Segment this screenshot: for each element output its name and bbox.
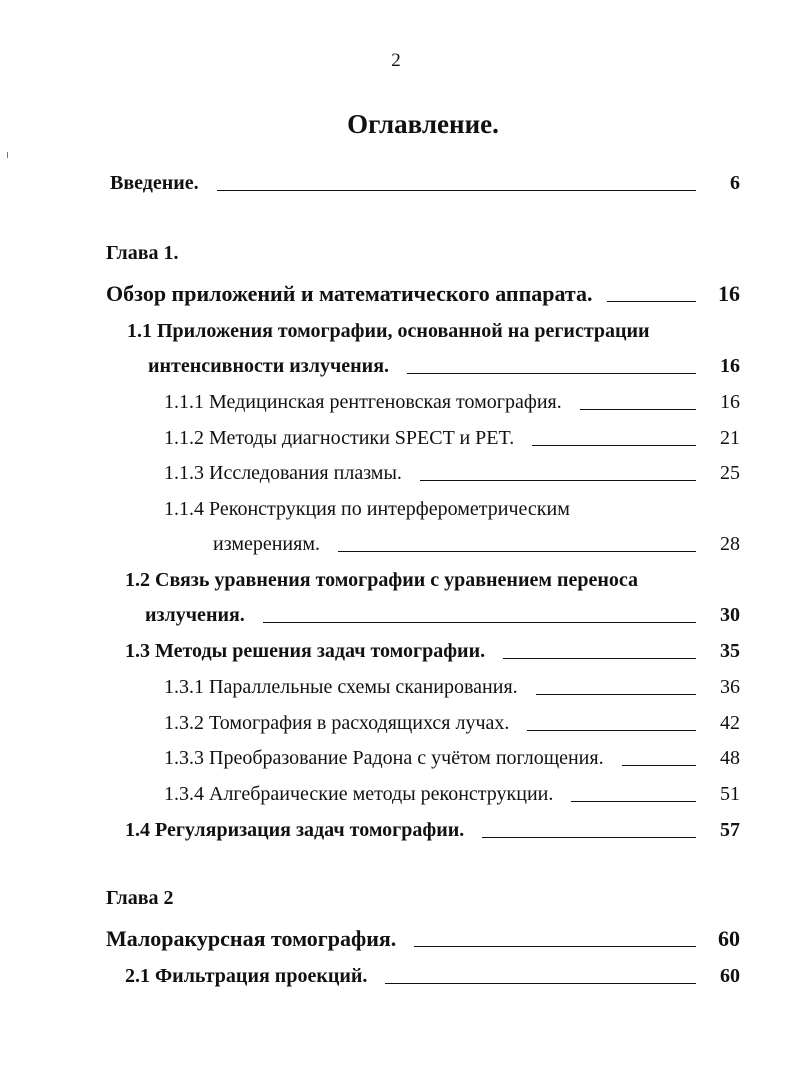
toc-title: Оглавление.	[347, 109, 499, 139]
toc-entry-page: 35	[720, 640, 740, 662]
toc-entry-page: 51	[720, 783, 740, 805]
leader-line	[503, 658, 696, 659]
toc-entry-chapter-2[interactable]	[106, 928, 740, 950]
toc-entry-chapter-1[interactable]	[106, 283, 740, 305]
leader-line	[571, 801, 696, 802]
page-number: 2	[391, 50, 401, 71]
toc-entry-2-1[interactable]	[125, 965, 740, 987]
toc-entry-page: 60	[718, 926, 740, 951]
toc-entry-text: Малоракурсная томография.	[106, 926, 397, 951]
toc-entry-page: 30	[720, 604, 740, 626]
toc-entry-page: 28	[720, 533, 740, 555]
toc-entry-text: измерениям.	[213, 533, 320, 555]
toc-entry-text: 1.1.2 Методы диагностики SPECT и PET.	[164, 427, 515, 449]
toc-entry-page: 25	[720, 462, 740, 484]
toc-entry-1-1-1[interactable]	[164, 391, 740, 413]
toc-entry-text: 2.1 Фильтрация проекций.	[125, 965, 368, 987]
toc-entry-1-3-1[interactable]	[164, 676, 740, 698]
leader-line	[217, 190, 696, 191]
toc-entry-page: 6	[730, 172, 740, 194]
toc-entry-text: 1.1.3 Исследования плазмы.	[164, 462, 402, 484]
toc-entry-1-1-3[interactable]	[164, 462, 740, 484]
toc-entry-1-3[interactable]	[125, 640, 740, 662]
leader-line	[532, 445, 696, 446]
toc-entry-1-1[interactable]: 1.1 Приложения томографии, основанной на регистрации	[127, 320, 650, 342]
toc-entry-page: 16	[720, 355, 740, 377]
toc-entry-text: 1.3.2 Томография в расходящихся лучах.	[164, 712, 510, 734]
toc-entry-page: 21	[720, 427, 740, 449]
toc-entry-page: 36	[720, 676, 740, 698]
toc-entry-text: Введение.	[110, 172, 199, 194]
leader-line	[414, 946, 696, 947]
leader-line	[622, 765, 696, 766]
leader-line	[527, 730, 696, 731]
toc-entry-1-2[interactable]: 1.2 Связь уравнения томографии с уравнением переноса	[125, 569, 639, 591]
toc-entry-1-1-4-cont[interactable]	[213, 533, 740, 555]
toc-entry-1-3-2[interactable]	[164, 712, 740, 734]
leader-line	[385, 983, 696, 984]
toc-entry-1-1-cont[interactable]	[148, 355, 740, 377]
toc-entry-introduction[interactable]	[110, 172, 740, 194]
toc-entry-text: 1.4 Регуляризация задач томографии.	[125, 819, 465, 841]
toc-entry-page: 48	[720, 747, 740, 769]
toc-entry-page: 16	[718, 281, 740, 306]
toc-entry-text: 1.3.4 Алгебраические методы реконструкции.	[164, 783, 554, 805]
toc-entry-1-1-2[interactable]	[164, 427, 740, 449]
leader-line	[263, 622, 696, 623]
leader-line	[420, 480, 696, 481]
toc-entry-text: излучения.	[145, 604, 245, 626]
leader-line	[338, 551, 696, 552]
toc-entry-1-3-4[interactable]	[164, 783, 740, 805]
toc-entry-1-1-4[interactable]: 1.1.4 Реконструкция по интерферометрическим	[164, 498, 570, 520]
leader-line	[607, 301, 697, 302]
leader-line	[580, 409, 696, 410]
toc-entry-1-3-3[interactable]	[164, 747, 740, 769]
toc-entry-1-2-cont[interactable]	[145, 604, 740, 626]
chapter-heading: Глава 2	[106, 887, 174, 909]
leader-line	[482, 837, 696, 838]
toc-entry-text: 1.3 Методы решения задач томографии.	[125, 640, 486, 662]
toc-entry-page: 60	[720, 965, 740, 987]
toc-entry-text: интенсивности излучения.	[148, 355, 390, 377]
toc-entry-1-4[interactable]	[125, 819, 740, 841]
toc-entry-text: Обзор приложений и математического аппарата.	[106, 281, 593, 306]
toc-entry-page: 57	[720, 819, 740, 841]
toc-entry-text: 1.1.1 Медицинская рентгеновская томография.	[164, 391, 562, 413]
leader-line	[536, 694, 696, 695]
leader-line	[407, 373, 696, 374]
chapter-heading: Глава 1.	[106, 242, 179, 264]
toc-entry-text: 1.3.3 Преобразование Радона с учётом поглощения.	[164, 747, 604, 769]
toc-entry-page: 16	[720, 391, 740, 413]
scan-mark	[7, 152, 8, 158]
toc-entry-text: 1.3.1 Параллельные схемы сканирования.	[164, 676, 518, 698]
toc-entry-page: 42	[720, 712, 740, 734]
